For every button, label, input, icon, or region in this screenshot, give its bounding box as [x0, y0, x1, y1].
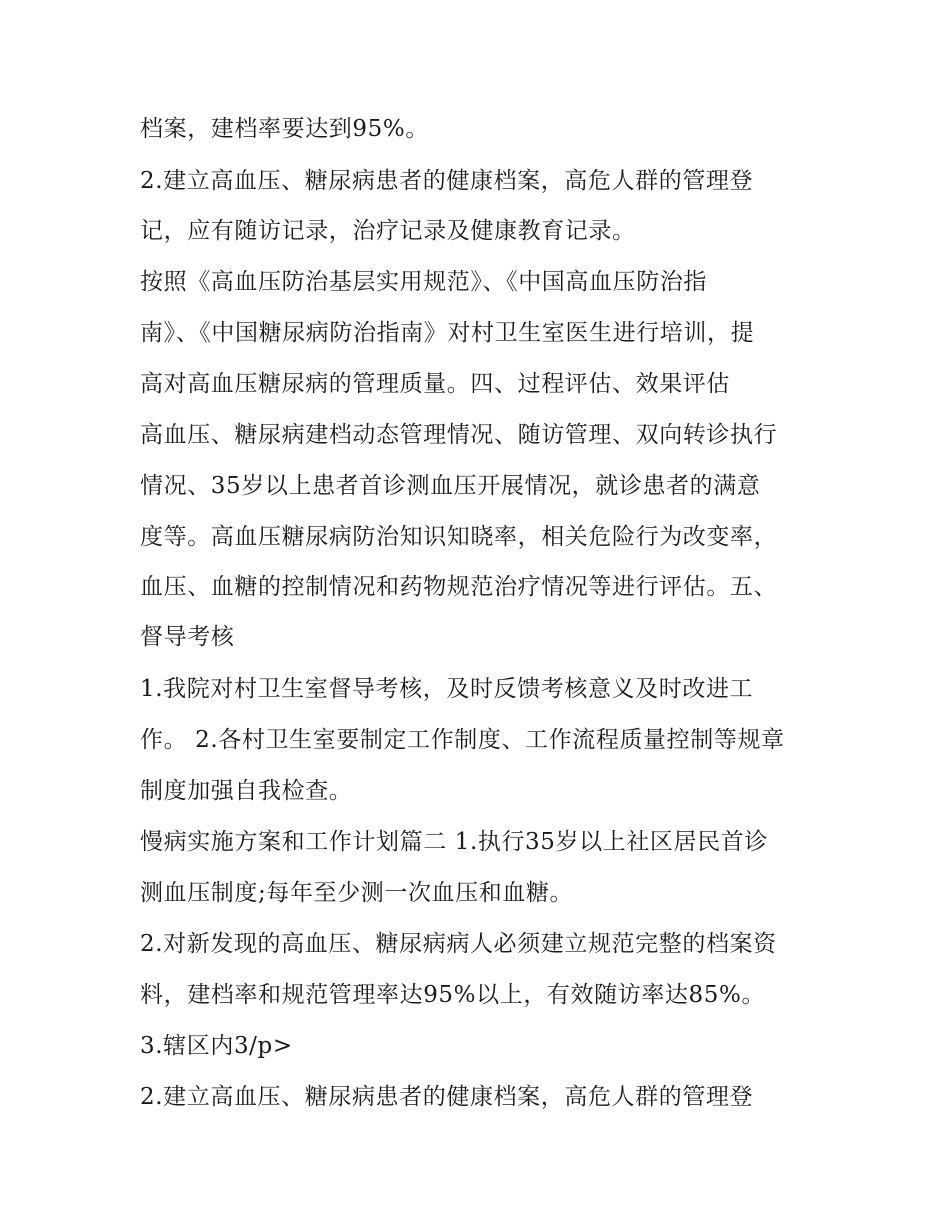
text-line: 度等。高血压糖尿病防治知识知晓率，相关危险行为改变率， [140, 524, 778, 550]
text-line: 2.对新发现的高血压、糖尿病病人必须建立规范完整的档案资 [140, 931, 777, 957]
section-heading: 督导考核 [140, 624, 235, 650]
text-line: 2.建立高血压、糖尿病患者的健康档案，高危人群的管理登 [140, 168, 754, 194]
text-line: 1.我院对村卫生室督导考核，及时反馈考核意义及时改进工 [140, 676, 754, 702]
text-line: 南》、《中国糖尿病防治指南》对村卫生室医生进行培训，提 [140, 320, 755, 346]
text-line: 作。 2.各村卫生室要制定工作制度、工作流程质量控制等规章 [140, 727, 785, 753]
text-line: 慢病实施方案和工作计划篇二 1.执行35岁以上社区居民首诊 [140, 829, 768, 855]
text-line: 料，建档率和规范管理率达95%以上，有效随访率达85%。 [140, 982, 766, 1008]
text-line: 高血压、糖尿病建档动态管理情况、随访管理、双向转诊执行 [140, 422, 778, 448]
text-line: 高对高血压糖尿病的管理质量。四、过程评估、效果评估 [140, 371, 730, 397]
text-line: 档案，建档率要达到95%。 [140, 116, 429, 142]
text-line: 3.辖区内3/p> [140, 1033, 293, 1059]
text-line: 情况、35岁以上患者首诊测血压开展情况，就诊患者的满意 [140, 473, 761, 499]
text-line: 2.建立高血压、糖尿病患者的健康档案，高危人群的管理登 [140, 1084, 754, 1110]
text-line: 测血压制度;每年至少测一次血压和血糖。 [140, 880, 574, 906]
text-line: 制度加强自我检查。 [140, 778, 353, 804]
text-line: 按照《高血压防治基层实用规范》、《中国高血压防治指 [140, 269, 707, 295]
text-line: 记，应有随访记录，治疗记录及健康教育记录。 [140, 218, 636, 244]
text-line: 血压、血糖的控制情况和药物规范治疗情况等进行评估。五、 [140, 574, 778, 600]
